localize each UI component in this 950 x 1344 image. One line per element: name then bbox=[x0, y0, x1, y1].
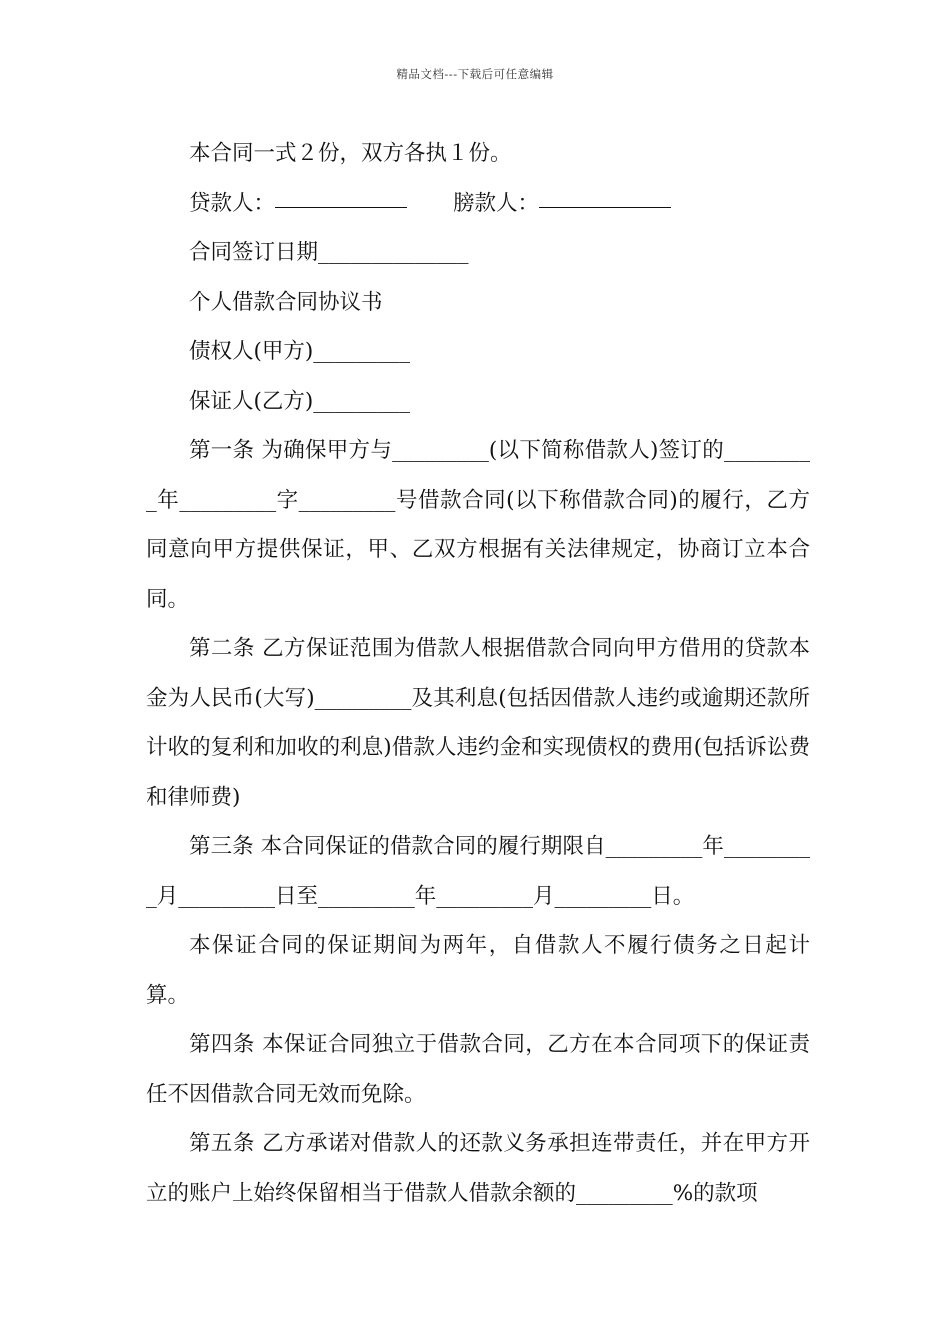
sign-date-line: 合同签订日期______________ bbox=[189, 240, 469, 265]
signature-line bbox=[146, 179, 810, 229]
article-4: 第四条 本保证合同独立于借款合同，乙方在本合同项下的保证责任不因借款合同无效而免除。 bbox=[146, 1032, 810, 1107]
article-5: 第五条 乙方承诺对借款人的还款义务承担连带责任，并在甲方开立的账户上始终保留相当于借款人借款余额的_________%的款项 bbox=[146, 1131, 810, 1206]
page-header: 精品文档---下载后可任意编辑 bbox=[396, 67, 554, 81]
document-body bbox=[146, 129, 810, 1218]
guarantor-line: 保证人(乙方)_________ bbox=[189, 388, 411, 414]
lender-blank bbox=[275, 206, 407, 208]
borrower-blank bbox=[539, 206, 671, 208]
article-2: 第二条 乙方保证范围为借款人根据借款合同向甲方借用的贷款本金为人民币(大写)_________及其利息(包括因借款人违约或逾期还款所计收的复利和加收的利息)借款人违约金和实现债权的费用(包括诉讼费和律师费) bbox=[146, 636, 810, 810]
copies-clause: 本合同一式２份，双方各执１份。 bbox=[189, 141, 512, 166]
document-title: 个人借款合同协议书 bbox=[189, 289, 383, 315]
creditor-line: 债权人(甲方)_________ bbox=[189, 339, 411, 364]
lender-label: 贷款人： bbox=[189, 190, 276, 216]
guarantee-period: 本保证合同的保证期间为两年，自借款人不履行债务之日起计算。 bbox=[146, 933, 810, 1008]
borrower-label: 膀款人： bbox=[453, 190, 540, 216]
article-3: 第三条 本合同保证的借款合同的履行期限自_________年_________月_________日至_________年_________月_________日。 bbox=[146, 834, 810, 909]
article-1: 第一条 为确保甲方与_________(以下简称借款人)签订的_________年_________字_________号借款合同(以下称借款合同)的履行，乙方同意向甲方提供保证，甲、乙双方根据有关法律规定，协商订立本合同。 bbox=[146, 438, 810, 612]
